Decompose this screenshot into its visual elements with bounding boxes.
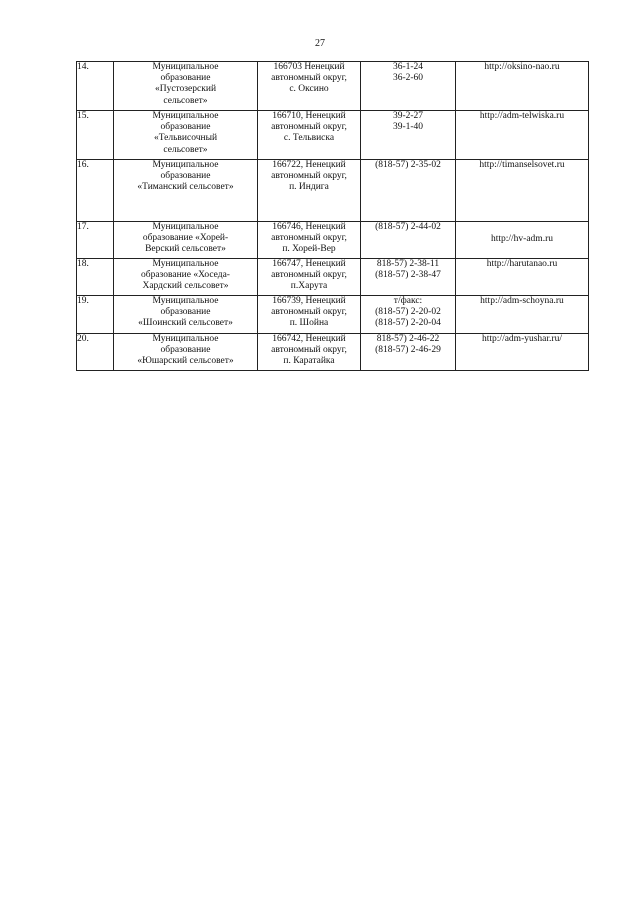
phone-cell — [361, 62, 456, 111]
phone-cell — [361, 222, 456, 259]
municipality-name-line: Муниципальное — [152, 111, 219, 121]
website-link[interactable]: http://adm-yushar.ru/ — [482, 334, 562, 344]
website-link[interactable]: http://adm-schoyna.ru — [480, 296, 564, 306]
website-cell — [456, 62, 589, 111]
address-line: 166710, Ненецкий — [272, 111, 346, 121]
row-number: 20. — [77, 334, 114, 371]
table-row — [77, 296, 589, 334]
municipality-name-line: образование «Хоседа- — [141, 270, 230, 281]
address-cell — [258, 160, 361, 222]
phone-cell — [361, 296, 456, 334]
website-link[interactable]: http://timanselsovet.ru — [479, 160, 565, 170]
table-row — [77, 62, 589, 111]
address-cell — [258, 334, 361, 371]
address-line: п. Каратайка — [283, 356, 335, 367]
phone-line: 39-1-40 — [392, 122, 424, 133]
row-number: 15. — [77, 111, 114, 160]
address-line: п. Хорей-Вер — [282, 244, 336, 255]
table-row — [77, 259, 589, 296]
website-cell — [456, 296, 589, 334]
address-line: п.Харута — [290, 281, 328, 292]
address-cell — [258, 222, 361, 259]
phone-cell — [361, 259, 456, 296]
phone-line: 36-2-60 — [392, 73, 424, 84]
municipality-name-line: Муниципальное — [152, 259, 219, 269]
municipality-name-line: образование — [160, 345, 211, 356]
row-number: 17. — [77, 222, 114, 259]
municipality-name-line: «Шоинский сельсовет» — [138, 318, 233, 329]
website-cell — [456, 222, 589, 259]
phone-line: (818-57) 2-20-02 — [375, 307, 441, 318]
address-line: с. Оксино — [289, 84, 329, 95]
address-cell — [258, 111, 361, 160]
address-line: автономный округ, — [271, 270, 347, 281]
phone-cell — [361, 334, 456, 371]
municipality-name-line: «Тиманский сельсовет» — [137, 182, 234, 193]
municipality-name-line: Муниципальное — [152, 334, 219, 344]
phone-line: (818-57) 2-44-02 — [375, 222, 441, 232]
municipality-name-cell — [114, 111, 258, 160]
municipality-name-line: Хардский сельсовет» — [142, 281, 229, 292]
address-line: автономный округ, — [271, 122, 347, 133]
address-cell — [258, 259, 361, 296]
phone-line: 818-57) 2-46-22 — [376, 334, 440, 344]
phone-line: (818-57) 2-38-47 — [375, 270, 441, 281]
website-cell — [456, 334, 589, 371]
address-line: автономный округ, — [271, 345, 347, 356]
phone-cell — [361, 160, 456, 222]
address-line: 166747, Ненецкий — [272, 259, 346, 269]
table-row — [77, 160, 589, 222]
municipality-name-line: «Пустозерский — [154, 84, 217, 95]
website-cell — [456, 160, 589, 222]
website-link[interactable]: http://harutanao.ru — [486, 259, 558, 269]
municipality-name-line: образование — [160, 122, 211, 133]
website-cell — [456, 259, 589, 296]
municipality-name-cell — [114, 62, 258, 111]
address-line: 166746, Ненецкий — [272, 222, 346, 232]
row-number: 18. — [77, 259, 114, 296]
address-line: 166722, Ненецкий — [272, 160, 346, 170]
municipality-name-line: Муниципальное — [152, 296, 219, 306]
table-row — [77, 334, 589, 371]
address-cell — [258, 62, 361, 111]
website-link[interactable]: http://hv-adm.ru — [490, 234, 553, 245]
table-row — [77, 111, 589, 160]
municipality-name-line: образование «Хорей- — [142, 233, 229, 244]
municipality-name-cell — [114, 160, 258, 222]
address-line: автономный округ, — [271, 171, 347, 182]
municipality-name-line: Муниципальное — [152, 160, 219, 170]
phone-line: (818-57) 2-46-29 — [375, 345, 441, 356]
municipality-name-line: Муниципальное — [152, 62, 219, 72]
address-line: 166742, Ненецкий — [272, 334, 346, 344]
municipality-name-cell — [114, 334, 258, 371]
municipality-name-cell — [114, 259, 258, 296]
website-link[interactable]: http://adm-telwiska.ru — [479, 111, 565, 121]
table-row — [77, 222, 589, 259]
website-link[interactable]: http://oksino-nao.ru — [484, 62, 560, 72]
municipality-name-line: образование — [160, 307, 211, 318]
municipality-name-cell — [114, 296, 258, 334]
municipality-name-line: образование — [160, 171, 211, 182]
row-number: 19. — [77, 296, 114, 334]
municipality-name-line: Муниципальное — [152, 222, 219, 232]
address-line: автономный округ, — [271, 73, 347, 84]
address-line: автономный округ, — [271, 307, 347, 318]
municipality-name-cell — [114, 222, 258, 259]
municipality-name-line: Верский сельсовет» — [145, 244, 226, 255]
phone-line: т/факс: — [393, 296, 423, 306]
page-number: 27 — [315, 38, 325, 49]
address-line: п. Шойна — [289, 318, 329, 329]
municipality-name-line: сельсовет» — [163, 144, 208, 155]
row-number: 16. — [77, 160, 114, 222]
address-line: с. Тельвиска — [283, 133, 335, 144]
phone-line: 36-1-24 — [392, 62, 424, 72]
phone-line: 818-57) 2-38-11 — [376, 259, 440, 269]
website-cell — [456, 111, 589, 160]
address-line: 166739, Ненецкий — [272, 296, 346, 306]
municipality-name-line: «Тельвисочный — [153, 133, 218, 144]
phone-cell — [361, 111, 456, 160]
phone-line: (818-57) 2-20-04 — [375, 318, 441, 329]
municipality-name-line: сельсовет» — [163, 95, 208, 106]
address-cell — [258, 296, 361, 334]
row-number: 14. — [77, 62, 114, 111]
address-line: автономный округ, — [271, 233, 347, 244]
address-line: 166703 Ненецкий — [273, 62, 345, 72]
municipalities-table — [76, 61, 589, 371]
municipality-name-line: «Юшарский сельсовет» — [137, 356, 234, 367]
address-line: п. Индига — [289, 182, 329, 193]
phone-line: 39-2-27 — [392, 111, 424, 121]
phone-line: (818-57) 2-35-02 — [375, 160, 441, 170]
municipality-name-line: образование — [160, 73, 211, 84]
